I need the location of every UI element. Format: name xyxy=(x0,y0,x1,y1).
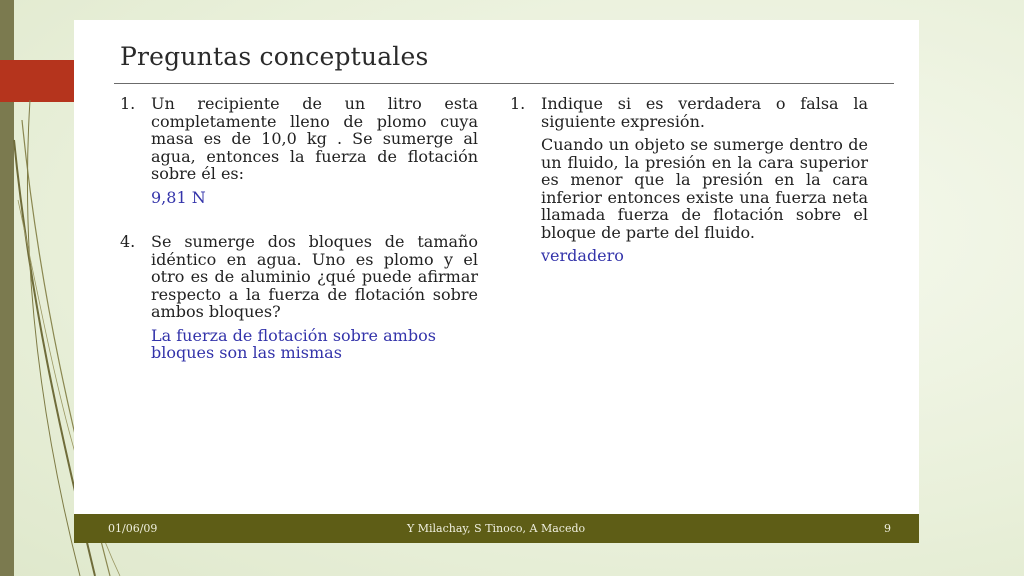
left-question-column xyxy=(120,95,478,362)
question-text: Un recipiente de un litro esta completamente lleno de plomo cuya masa es de 10,0 kg . Se sumerge al agua, entonces la fuerza de flotación sobre él es: xyxy=(151,94,478,183)
question-text: Indique si es verdadera o falsa la siguiente expresión. xyxy=(541,94,868,131)
footer-page-number: 9 xyxy=(884,522,891,535)
title-divider xyxy=(114,83,894,84)
question-number: 1. xyxy=(120,94,136,113)
red-accent-block xyxy=(0,60,74,102)
question-answer: verdadero xyxy=(541,246,624,265)
question-1 xyxy=(120,95,478,206)
footer-date: 01/06/09 xyxy=(108,522,158,535)
question-answer: La fuerza de flotación sobre ambos bloques son las mismas xyxy=(151,325,436,362)
right-question-column xyxy=(510,95,868,265)
slide xyxy=(74,20,919,543)
footer-authors: Y Milachay, S Tinoco, A Macedo xyxy=(407,522,586,535)
question-4 xyxy=(120,233,478,362)
question-number: 4. xyxy=(120,232,136,251)
question-answer: 9,81 N xyxy=(151,187,206,207)
slide-footer xyxy=(74,514,919,543)
question-true-false xyxy=(510,95,868,265)
slide-title: Preguntas conceptuales xyxy=(120,42,429,71)
question-number: 1. xyxy=(510,94,526,113)
question-text: Se sumerge dos bloques de tamaño idéntico en agua. Uno es plomo y el otro es de aluminio ¿qué puede afirmar respecto a la fuerza de flotación sobre ambos bloques? xyxy=(151,232,478,321)
question-statement: Cuando un objeto se sumerge dentro de un fluido, la presión en la cara superior es menor que la presión en la cara inferior entonces existe una fuerza neta llamada fuerza de flotación sobre el bloque de parte del fluido. xyxy=(541,135,868,242)
